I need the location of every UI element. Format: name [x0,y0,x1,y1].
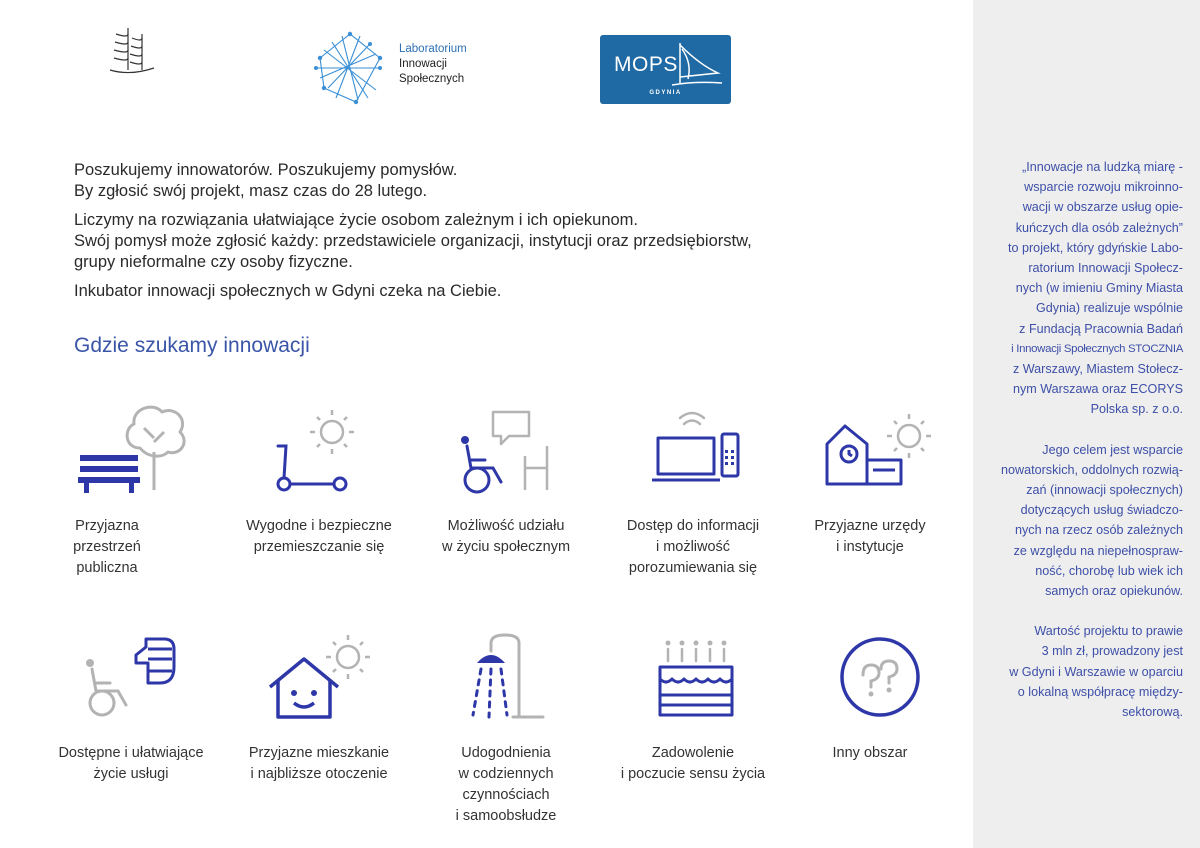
intro-line: Poszukujemy innowatorów. Poszukujemy pomysłów. [74,161,458,179]
category-label-line: Inny obszar [832,745,908,761]
park-bench-tree-icon [12,398,202,498]
category-label-line: Dostępne i ułatwiające [58,745,204,761]
sidebar-line: wacji w obszarze usług opie- [1022,200,1183,215]
sidebar-line: 3 mln zł, prowadzony jest [1041,644,1183,659]
mops-logo [600,35,731,104]
wheelchair-speech-icon [411,398,601,498]
category-label-line: Przyjazne urzędy [814,518,926,534]
sidebar-line: w Gdyni i Warszawie w oparciu [1009,664,1183,679]
category-label-line: publiczna [76,560,138,576]
intro-line: Liczymy na rozwiązania ułatwiające życie osobom zależnym i ich opiekunom. [74,211,638,229]
category-label-line: przestrzeń [73,539,141,555]
sidebar-line: ratorium Innowacji Społecz- [1028,261,1183,276]
category-label-line: porozumiewania się [628,560,758,576]
sidebar-line: „Innowacje na ludzką miarę - [1022,160,1183,174]
category-label-line: i samoobsłudze [455,808,557,824]
category-label-line: w codziennych [458,766,554,782]
sidebar-line: kuńczych dla osób zależnych” [1015,220,1183,235]
scooter-sun-icon [224,398,414,498]
intro-text [74,160,954,310]
category-label-line: Udogodnienia [461,745,551,761]
lab-logo-line-3: Społecznych [399,73,465,85]
mops-logo-name: MOPS [614,53,678,76]
laptop-phone-wifi-icon [598,398,788,498]
sidebar-line: Jego celem jest wsparcie [1042,442,1183,457]
section-title: Gdzie szukamy innowacji [74,334,310,357]
sidebar-line: to projekt, który gdyńskie Labo- [1007,240,1183,255]
intro-paragraph-3 [74,281,954,302]
category-label-line: Dostęp do informacji [626,518,760,534]
category-label-line: czynnościach [462,787,550,803]
question-mark-circle-icon [775,625,965,725]
sidebar-line: Wartość projektu to prawie [1034,624,1183,639]
office-building-sun-icon [775,398,965,498]
category-label-line: Przyjazne mieszkanie [248,745,390,761]
intro-line: Inkubator innowacji społecznych w Gdyni czeka na Ciebie. [74,282,502,300]
laboratorium-logo [310,28,500,108]
sidebar-line: i Innowacji Społecznych STOCZNIA [1011,342,1183,355]
sidebar-line: Polska sp. z o.o. [1090,402,1183,417]
sidebar-line: Gdynia) realizuje wspólnie [1036,301,1183,316]
sidebar-line: nowatorskich, oddolnych rozwią- [1001,462,1183,477]
shower-icon [411,625,601,725]
category-label-line: Zadowolenie [651,745,735,761]
gdynia-logo [70,24,180,114]
gdynia-ship-icon [70,24,180,114]
category-label-line: i poczucie sensu życia [620,766,766,782]
lab-logo-line-1: Laboratorium [399,43,467,55]
sidebar-line: wsparcie rozwoju mikroinno- [1024,180,1183,195]
sidebar-line: z Warszawy, Miastem Stołecz- [1012,362,1183,377]
network-mesh-icon [310,28,390,108]
sidebar-paragraph-1 [988,157,1183,420]
sidebar-line: samych oraz opiekunów. [1045,584,1183,599]
wheelchair-hand-icon [36,625,226,725]
smiling-house-sun-icon [224,625,414,725]
category-label-line: Wygodne i bezpieczne [246,518,392,534]
sidebar-line: o lokalną współpracę między- [1017,684,1183,699]
sidebar-line: z Fundacją Pracownia Badań [1019,321,1183,336]
category-label-line: Przyjazna [75,518,139,534]
lab-logo-line-2: Innowacji [399,58,447,70]
sidebar-line: nych na rzecz osób zależnych [1014,523,1183,538]
mops-logo-sub: GDYNIA [649,90,682,96]
intro-paragraph-1 [74,160,954,202]
sidebar-line: nych (w imieniu Gminy Miasta [1015,281,1183,296]
category-label-line: Możliwość udziału [447,518,565,534]
sidebar-line: sektorową. [1122,705,1183,720]
sidebar-line: zań (innowacji społecznych) [1026,483,1183,498]
category-label-line: i możliwość [655,539,731,555]
category-label-line: w życiu społecznym [441,539,571,555]
category-label-line: i instytucje [836,539,904,555]
birthday-cake-icon [598,625,788,725]
category-label-line: przemieszczanie się [253,539,385,555]
sidebar-line: nym Warszawa oraz ECORYS [1012,382,1183,397]
sidebar-line: ność, chorobę lub wiek ich [1035,563,1183,578]
sidebar-line: dotyczących usług świadczo- [1020,503,1183,518]
sidebar-paragraph-3 [988,621,1183,722]
sidebar-text [988,157,1183,742]
sidebar-line: ze względu na niepełnospraw- [1013,543,1183,558]
intro-paragraph-2 [74,210,954,273]
sidebar-paragraph-2 [988,440,1183,602]
intro-line: grupy nieformalne czy osoby fizyczne. [74,253,353,271]
intro-line: Swój pomysł może zgłosić każdy: przedstawiciele organizacji, instytucji oraz przedsiębiorstw, [74,232,752,250]
intro-line: By zgłosić swój projekt, masz czas do 28 lutego. [74,182,428,200]
category-label-line: i najbliższe otoczenie [250,766,388,782]
category-label-line: życie usługi [93,766,169,782]
